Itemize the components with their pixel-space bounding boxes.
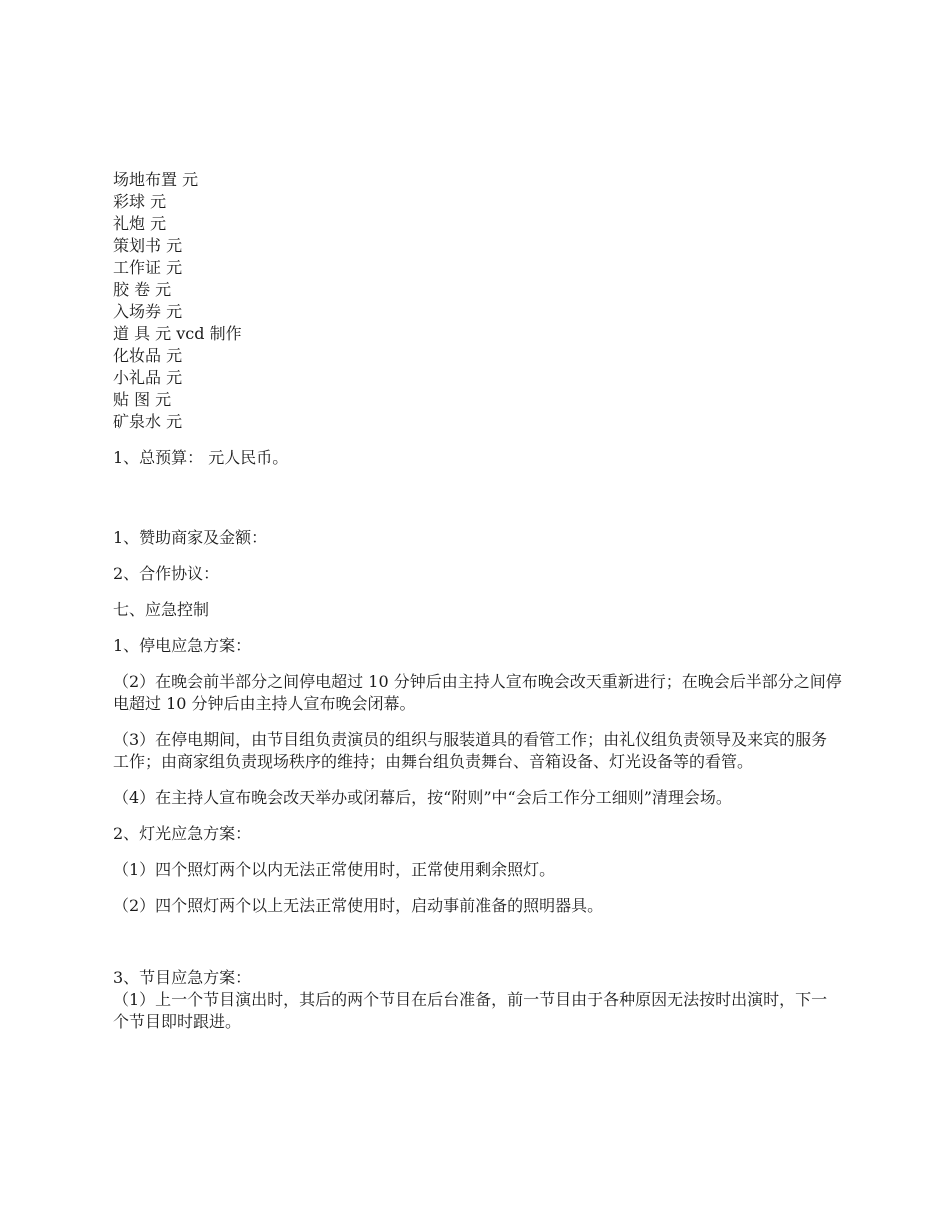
program-title: 3、节目应急方案： (113, 968, 252, 987)
budget-item-props: 道 具 元 vcd 制作 (113, 324, 242, 343)
budget-item-tickets: 入场券 元 (113, 302, 183, 321)
lighting-item-1: （1）四个照灯两个以内无法正常使用时，正常使用剩余照灯。 (113, 860, 556, 879)
budget-item-balloons: 彩球 元 (113, 192, 167, 211)
budget-item-gifts: 小礼品 元 (113, 368, 183, 387)
power-outage-item-4: （4）在主持人宣布晚会改天举办或闭幕后，按“附则”中“会后工作分工细则”清理会场。 (113, 788, 732, 807)
power-outage-item-2: （2）在晚会前半部分之间停电超过 10 分钟后由主持人宣布晚会改天重新进行；在晚会后半部分之间停电超过 10 分钟后由主持人宣布晚会闭幕。 (113, 672, 842, 713)
budget-list (113, 169, 843, 433)
budget-item-salute: 礼炮 元 (113, 214, 167, 233)
section-title: 七、应急控制 (113, 600, 210, 619)
sponsor-line: 1、赞助商家及金额： (113, 528, 268, 547)
budget-item-film: 胶 卷 元 (113, 280, 172, 299)
program-item-1: （1）上一个节目演出时，其后的两个节目在后台准备，前一节目由于各种原因无法按时出演时，下一个节目即时跟进。 (113, 990, 828, 1031)
cooperation-line: 2、合作协议： (113, 564, 220, 583)
power-outage-title: 1、停电应急方案： (113, 636, 252, 655)
budget-item-water: 矿泉水 元 (113, 412, 183, 431)
budget-item-plan: 策划书 元 (113, 236, 183, 255)
document-body (113, 169, 843, 1033)
lighting-title: 2、灯光应急方案： (113, 824, 252, 843)
lighting-item-2: （2）四个照灯两个以上无法正常使用时，启动事前准备的照明器具。 (113, 896, 604, 915)
power-outage-item-3: （3）在停电期间，由节目组负责演员的组织与服装道具的看管工作；由礼仪组负责领导及来宾的服务工作；由商家组负责现场秩序的维持；由舞台组负责舞台、音箱设备、灯光设备等的看管。 (113, 730, 828, 771)
budget-item-stickers: 贴 图 元 (113, 390, 172, 409)
total-budget: 1、总预算： 元人民币。 (113, 448, 289, 467)
budget-item-badges: 工作证 元 (113, 258, 183, 277)
budget-item-cosmetics: 化妆品 元 (113, 346, 183, 365)
budget-item-venue: 场地布置 元 (113, 170, 199, 189)
